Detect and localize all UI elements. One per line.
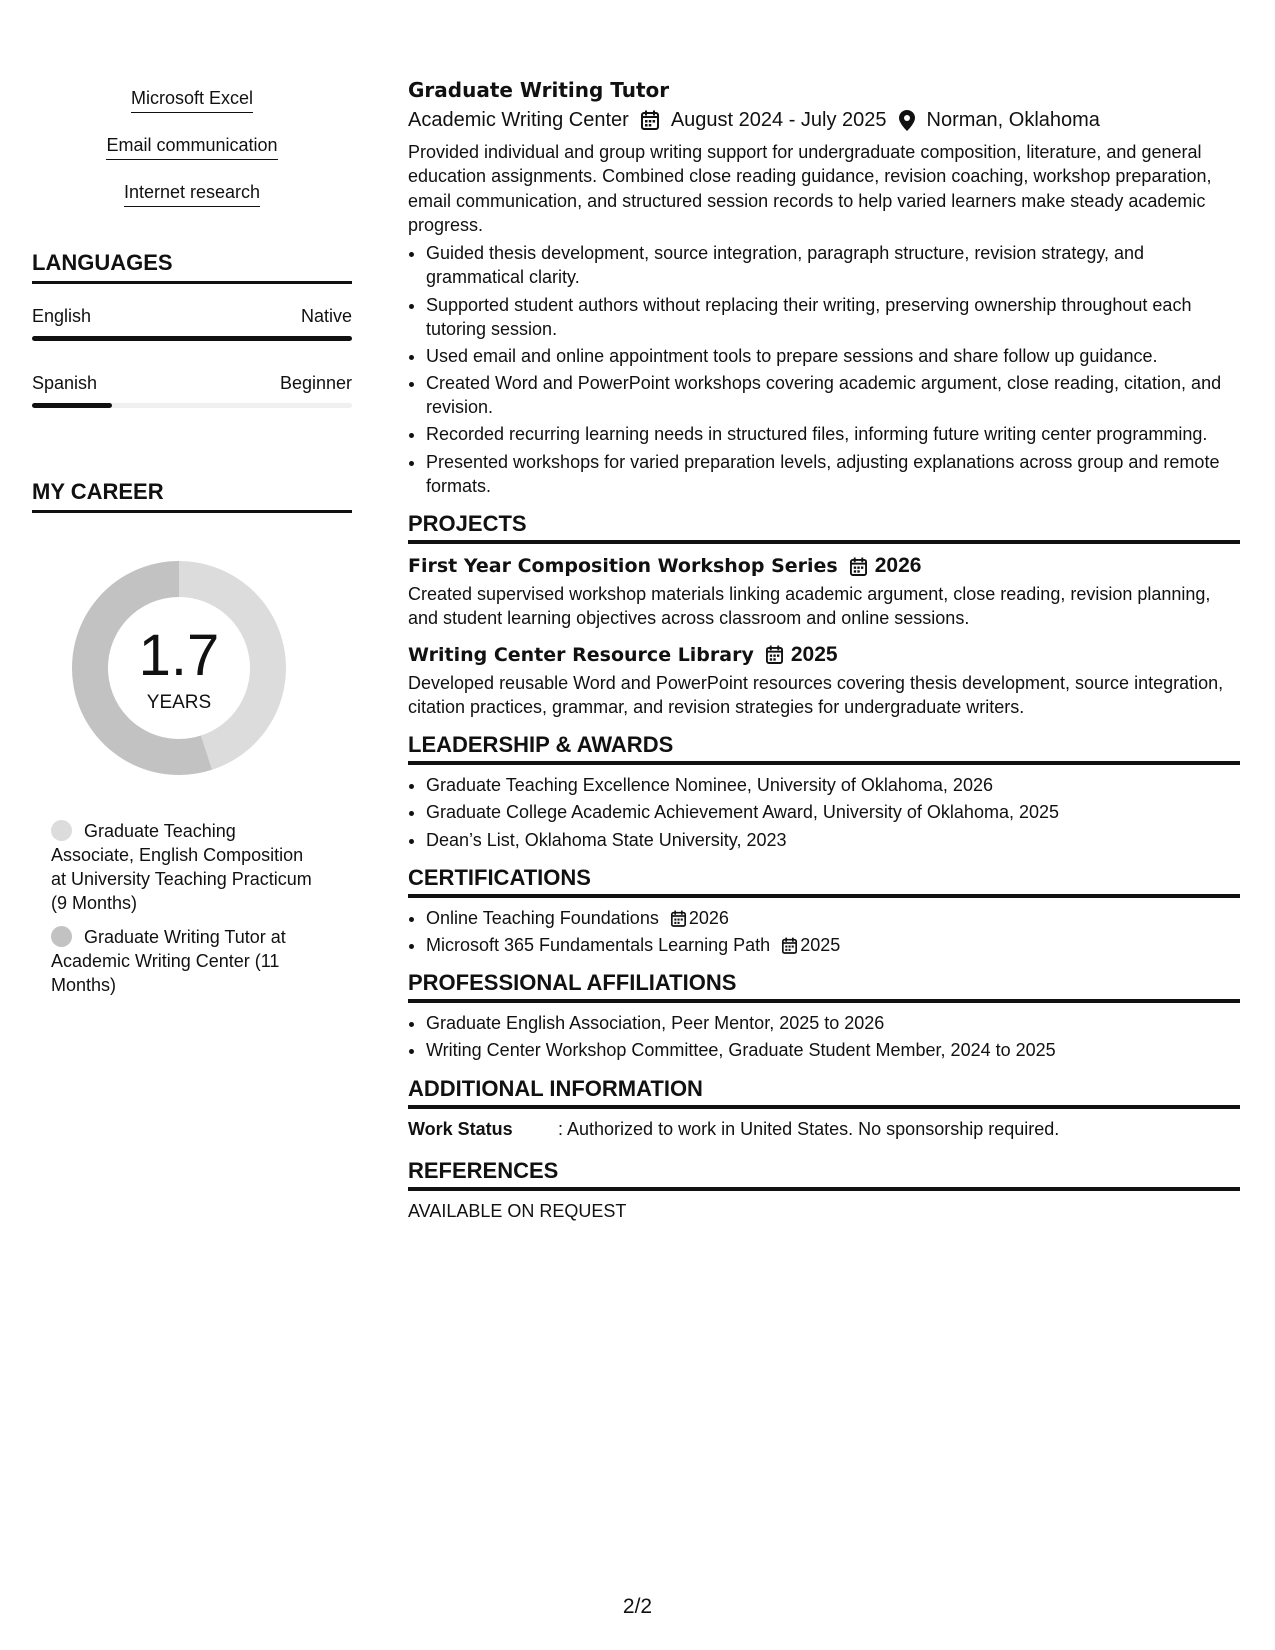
career-legend-item [32,925,321,997]
career-total-years: 1.7 [138,623,220,688]
calendar-icon [766,645,783,664]
career-legend-text: Graduate Writing Tutor at Academic Writing Center (11 Months) [51,927,286,995]
career-donut-chart [64,553,294,783]
job-bullets [408,241,1240,498]
language-proficiency-bar [32,336,352,341]
job-company: Academic Writing Center [408,109,629,131]
certifications-heading: CERTIFICATIONS [408,864,1240,898]
project-year: 2025 [790,642,838,666]
work-status-value: : Authorized to work in United States. No sponsorship required. [558,1118,1060,1139]
calendar-icon [641,110,659,130]
legend-dot [51,926,72,947]
job-title: Graduate Writing Tutor [408,78,670,102]
experience-entry [408,76,1240,498]
project-entry [408,641,1240,720]
calendar-icon [782,937,797,954]
projects-heading: PROJECTS [408,510,1240,544]
job-location: Norman, Oklahoma [926,109,1100,131]
project-description: Created supervised workshop materials linking academic argument, close reading, revision planning, and student learning objectives across classroom and online sessions. [408,584,1211,629]
skill-item: Microsoft Excel [131,84,253,113]
job-dates: August 2024 - July 2025 [670,109,887,131]
list-item: • Graduate Teaching Excellence Nominee, University of Oklahoma, 2026 [426,773,1240,797]
list-item [426,906,1240,930]
leadership-list [408,773,1240,851]
certifications-list [408,906,1240,957]
list-item: • Supported student authors without replacing their writing, preserving ownership throughout each tutoring session. [426,293,1240,342]
certification-name: Online Teaching Foundations [426,907,659,928]
skills-list [32,84,352,207]
leadership-heading: LEADERSHIP & AWARDS [408,731,1240,765]
language-proficiency-fill [32,403,112,408]
language-entry [32,304,352,341]
list-item: • Dean’s List, Oklahoma State University, 2023 [426,828,1240,852]
projects-section [408,510,1240,719]
language-proficiency-fill [32,336,352,341]
career-section [32,478,352,997]
certifications-section [408,864,1240,957]
career-legend [32,819,352,997]
career-years-label: YEARS [146,692,212,713]
project-year: 2026 [874,554,922,578]
language-level: Beginner [279,373,352,393]
additional-info-section [408,1075,1240,1141]
list-item: • Presented workshops for varied preparation levels, adjusting explanations across group and remote formats. [426,450,1240,499]
languages-section [32,249,352,408]
list-item [426,933,1240,957]
career-legend-text: Graduate Teaching Associate, English Composition at University Teaching Practicum (9 Months) [51,821,312,913]
project-description: Developed reusable Word and PowerPoint resources covering thesis development, source integration, citation practices, grammar, and revision strategies for undergraduate writers. [408,672,1224,718]
job-summary: Provided individual and group writing support for undergraduate composition, literature, and general education assignments. Combined close reading guidance, revision coaching, workshop preparation, email communication, and structured session records to help varied learners make steady academic progress. [408,142,1212,235]
language-name: Spanish [32,373,98,393]
legend-dot [51,820,72,841]
language-level: Native [300,306,352,326]
language-entry [32,371,352,408]
career-heading: MY CAREER [32,478,352,513]
list-item: • Graduate College Academic Achievement Award, University of Oklahoma, 2025 [426,800,1240,824]
affiliations-heading: PROFESSIONAL AFFILIATIONS [408,969,1240,1003]
page-number: 2/2 [622,1595,653,1618]
language-proficiency-bar [32,403,352,408]
list-item: • Graduate English Association, Peer Mentor, 2025 to 2026 [426,1011,1240,1035]
right-column [408,76,1240,1223]
list-item: • Used email and online appointment tools to prepare sessions and share follow up guidance. [426,344,1240,368]
project-title: Writing Center Resource Library [408,643,754,666]
list-item: • Recorded recurring learning needs in structured files, informing future writing center programming. [426,422,1240,446]
certification-name: Microsoft 365 Fundamentals Learning Path [426,934,771,955]
career-legend-item [32,819,321,915]
languages-heading: LANGUAGES [32,249,352,284]
calendar-icon [671,910,686,927]
skill-item: Internet research [124,178,260,207]
project-title: First Year Composition Workshop Series [408,555,838,578]
list-item: • Writing Center Workshop Committee, Graduate Student Member, 2024 to 2025 [426,1038,1240,1062]
list-item: • Guided thesis development, source integration, paragraph structure, revision strategy, and grammatical clarity. [426,241,1240,290]
certification-year: 2026 [688,907,729,928]
additional-info-heading: ADDITIONAL INFORMATION [408,1075,1240,1109]
project-entry [408,552,1240,631]
affiliations-list [408,1011,1240,1062]
left-column [32,84,352,1007]
skill-item: Email communication [106,131,277,160]
job-meta [408,106,1240,134]
affiliations-section [408,969,1240,1062]
references-heading: REFERENCES [408,1157,1240,1191]
certification-year: 2025 [800,934,841,955]
references-text: AVAILABLE ON REQUEST [408,1200,627,1221]
work-status-row [408,1117,1240,1141]
leadership-section [408,731,1240,851]
work-status-label: Work Status [408,1118,513,1139]
list-item: • Created Word and PowerPoint workshops covering academic argument, close reading, citation, and revision. [426,371,1240,420]
location-pin-icon [899,110,915,131]
references-section [408,1157,1240,1223]
calendar-icon [850,557,867,576]
language-name: English [32,306,92,326]
